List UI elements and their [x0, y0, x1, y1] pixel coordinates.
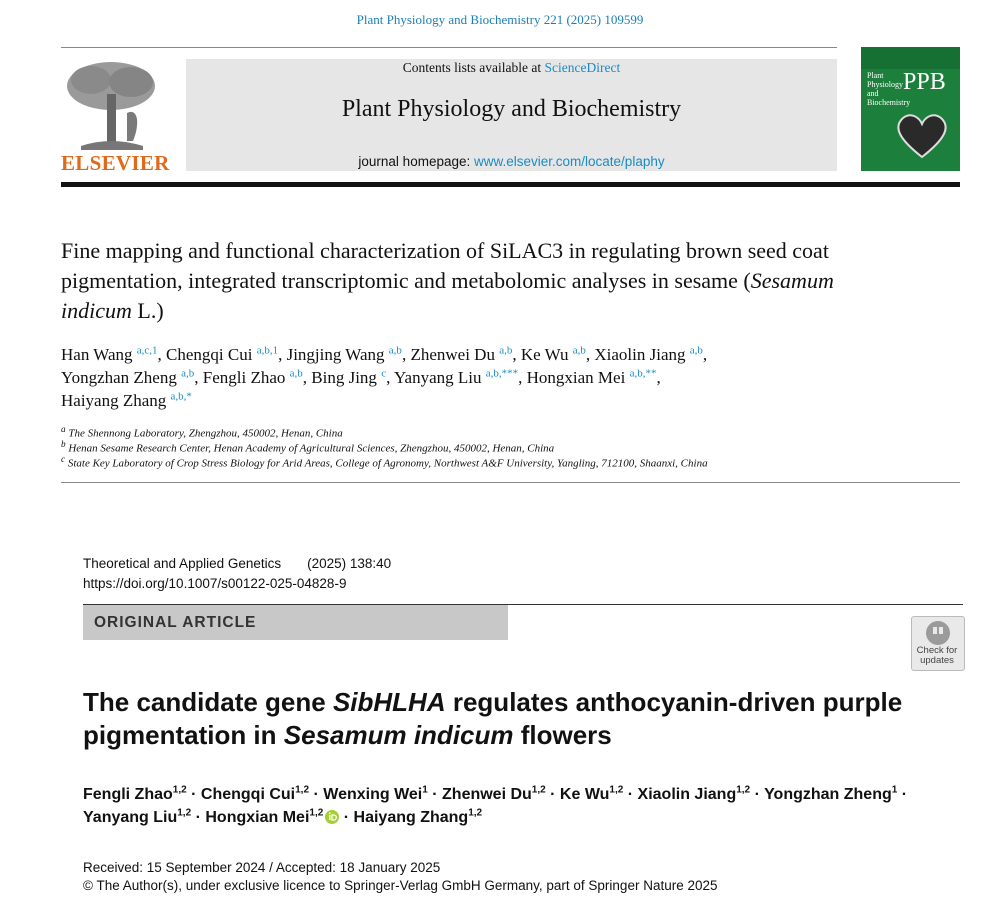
contents-prefix: Contents lists available at [402, 60, 545, 75]
affiliation-key: c [61, 454, 66, 464]
separator: · [339, 809, 354, 826]
author-sup: 1,2 [309, 807, 324, 819]
author[interactable]: Haiyang Zhang [61, 391, 167, 410]
author-sup[interactable]: a,b,* [170, 390, 192, 403]
separator: · [309, 786, 324, 803]
homepage-prefix: journal homepage: [358, 154, 474, 169]
paper1-authors [61, 343, 861, 412]
author-line-2 [61, 366, 861, 389]
author[interactable]: Zhenwei Du [442, 786, 532, 803]
author[interactable]: Hongxian Mei [205, 809, 310, 826]
article-type-label: ORIGINAL ARTICLE [94, 614, 257, 631]
paper2-author-line-2 [83, 806, 963, 829]
separator: , [518, 368, 527, 387]
separator: · [186, 786, 201, 803]
title-species: Sesamum indicum [283, 720, 514, 750]
author[interactable]: Yanyang Liu [83, 809, 178, 826]
author[interactable]: Fengli Zhao [83, 786, 173, 803]
affiliation-b [61, 439, 554, 455]
check-label-1: Check for [916, 645, 958, 656]
separator: · [191, 809, 206, 826]
author-sup: 1,2 [172, 784, 187, 796]
affiliation-key: a [61, 424, 66, 434]
author-sup: 1,2 [295, 784, 310, 796]
title-segment: regulates anthocyanin-driven purple pigmentation in [83, 687, 903, 750]
affiliation-text: The Shennong Laboratory, Zhengzhou, 450002, Henan, China [68, 427, 343, 440]
author[interactable]: Chengqi Cui [166, 345, 253, 364]
author-sup[interactable]: a,b [499, 344, 513, 357]
author-sup[interactable]: a,b,** [629, 367, 657, 380]
separator: , [194, 368, 203, 387]
homepage-link[interactable]: www.elsevier.com/locate/plaphy [474, 154, 665, 169]
author[interactable]: Bing Jing [311, 368, 377, 387]
cover-abbreviation: PPB [903, 69, 946, 95]
paper1-title-text: Fine mapping and functional characterization of SiLAC3 in regulating brown seed coat pigmentation, integrated transcriptomic and metabolomic analyses in sesame ( [61, 238, 829, 293]
author[interactable]: Han Wang [61, 345, 133, 364]
author-line-1 [61, 343, 861, 366]
author-sup: 1,2 [177, 807, 192, 819]
author-sup[interactable]: a,b [572, 344, 586, 357]
author-sup[interactable]: a,b [181, 367, 195, 380]
separator: , [386, 368, 394, 387]
paper1-title [61, 236, 881, 326]
affiliation-key: b [61, 439, 66, 449]
divider [61, 47, 837, 48]
separator: , [401, 345, 411, 364]
author-sup: 1,2 [609, 784, 624, 796]
separator: · [750, 786, 765, 803]
author[interactable]: Yongzhan Zheng [764, 786, 892, 803]
divider [61, 482, 960, 483]
title-segment: The candidate gene [83, 687, 333, 717]
author[interactable]: Chengqi Cui [200, 786, 296, 803]
affiliation-c [61, 454, 708, 470]
author-sup: 1,2 [736, 784, 751, 796]
author[interactable]: Haiyang Zhang [353, 809, 469, 826]
paper2-doi[interactable]: https://doi.org/10.1007/s00122-025-04828-9 [83, 576, 347, 591]
title-segment: flowers [513, 720, 612, 750]
separator: , [278, 345, 287, 364]
author-sup[interactable]: a,b,*** [485, 367, 519, 380]
cover-heart-image [889, 109, 955, 161]
separator: · [545, 786, 560, 803]
author-sup[interactable]: a,c,1 [136, 344, 158, 357]
separator: · [897, 786, 908, 803]
author-sup[interactable]: a,b [289, 367, 303, 380]
separator: , [656, 368, 661, 387]
author[interactable]: Wenxing Wei [323, 786, 423, 803]
check-label-2: updates [920, 655, 954, 666]
affiliation-text: State Key Laboratory of Crop Stress Biology for Arid Areas, College of Agronomy, Northwest A&F University, Yangling, 712100, Shaanxi, China [67, 457, 708, 470]
paper2-title [83, 686, 943, 752]
paper2-author-line-1 [83, 783, 963, 806]
contents-line [186, 60, 837, 76]
cover-small-title: Plant Physiology and Biochemistry [867, 71, 911, 107]
separator: · [623, 786, 638, 803]
journal-name: Plant Physiology and Biochemistry [341, 96, 682, 122]
author-sup[interactable]: c [381, 367, 387, 380]
paper2-authors [83, 783, 963, 829]
header-rule [61, 182, 960, 187]
author[interactable]: Yanyang Liu [393, 368, 482, 387]
author[interactable]: Yongzhan Zheng [61, 368, 177, 387]
paper1-title-end: L.) [131, 298, 164, 323]
check-updates-label [911, 646, 963, 666]
orcid-icon[interactable] [325, 810, 339, 824]
paper2-journal: Theoretical and Applied Genetics [83, 556, 282, 571]
paper1-title-species: Sesamum indicum [61, 268, 834, 323]
copyright-line: © The Author(s), under exclusive licence to Springer-Verlag GmbH Germany, part of Springer Nature 2025 [83, 878, 718, 893]
author-line-3 [61, 389, 861, 412]
author-sup: 1,2 [531, 784, 546, 796]
author-sup: 1,2 [468, 807, 483, 819]
separator: , [702, 345, 708, 364]
journal-homepage [186, 154, 837, 169]
paper2-journal-line [83, 556, 391, 571]
affiliation-text: Henan Sesame Research Center, Henan Academy of Agricultural Sciences, Zhengzhou, 450002, Henan, China [68, 442, 555, 455]
author-sup[interactable]: a,b,1 [256, 344, 279, 357]
author-sup[interactable]: a,b [388, 344, 402, 357]
author[interactable]: Xiaolin Jiang [637, 786, 737, 803]
author[interactable]: Zhenwei Du [410, 345, 495, 364]
author-sup: 1 [422, 784, 428, 796]
author[interactable]: Ke Wu [520, 345, 569, 364]
received-accepted-dates: Received: 15 September 2024 / Accepted: 18 January 2025 [83, 860, 441, 875]
author[interactable]: Hongxian Mei [526, 368, 626, 387]
separator: , [302, 368, 312, 387]
author[interactable]: Ke Wu [559, 786, 610, 803]
author[interactable]: Xiaolin Jiang [594, 345, 686, 364]
separator: , [585, 345, 595, 364]
check-updates-icon [925, 620, 951, 646]
author-sup[interactable]: a,b [689, 344, 703, 357]
paper2-issue: (2025) 138:40 [307, 556, 392, 571]
title-gene: SibHLHA [332, 687, 446, 717]
separator: , [157, 345, 167, 364]
journal-cover-thumbnail[interactable] [861, 47, 960, 171]
author-sup: 1 [891, 784, 898, 796]
separator: · [427, 786, 443, 803]
journal-citation[interactable]: Plant Physiology and Biochemistry 221 (2025) 109599 [356, 12, 644, 27]
sciencedirect-link[interactable]: ScienceDirect [544, 60, 621, 75]
author[interactable]: Fengli Zhao [202, 368, 286, 387]
elsevier-wordmark[interactable]: ELSEVIER [61, 151, 170, 175]
author[interactable]: Jingjing Wang [286, 345, 385, 364]
separator: , [512, 345, 521, 364]
affiliation-a [61, 424, 343, 440]
